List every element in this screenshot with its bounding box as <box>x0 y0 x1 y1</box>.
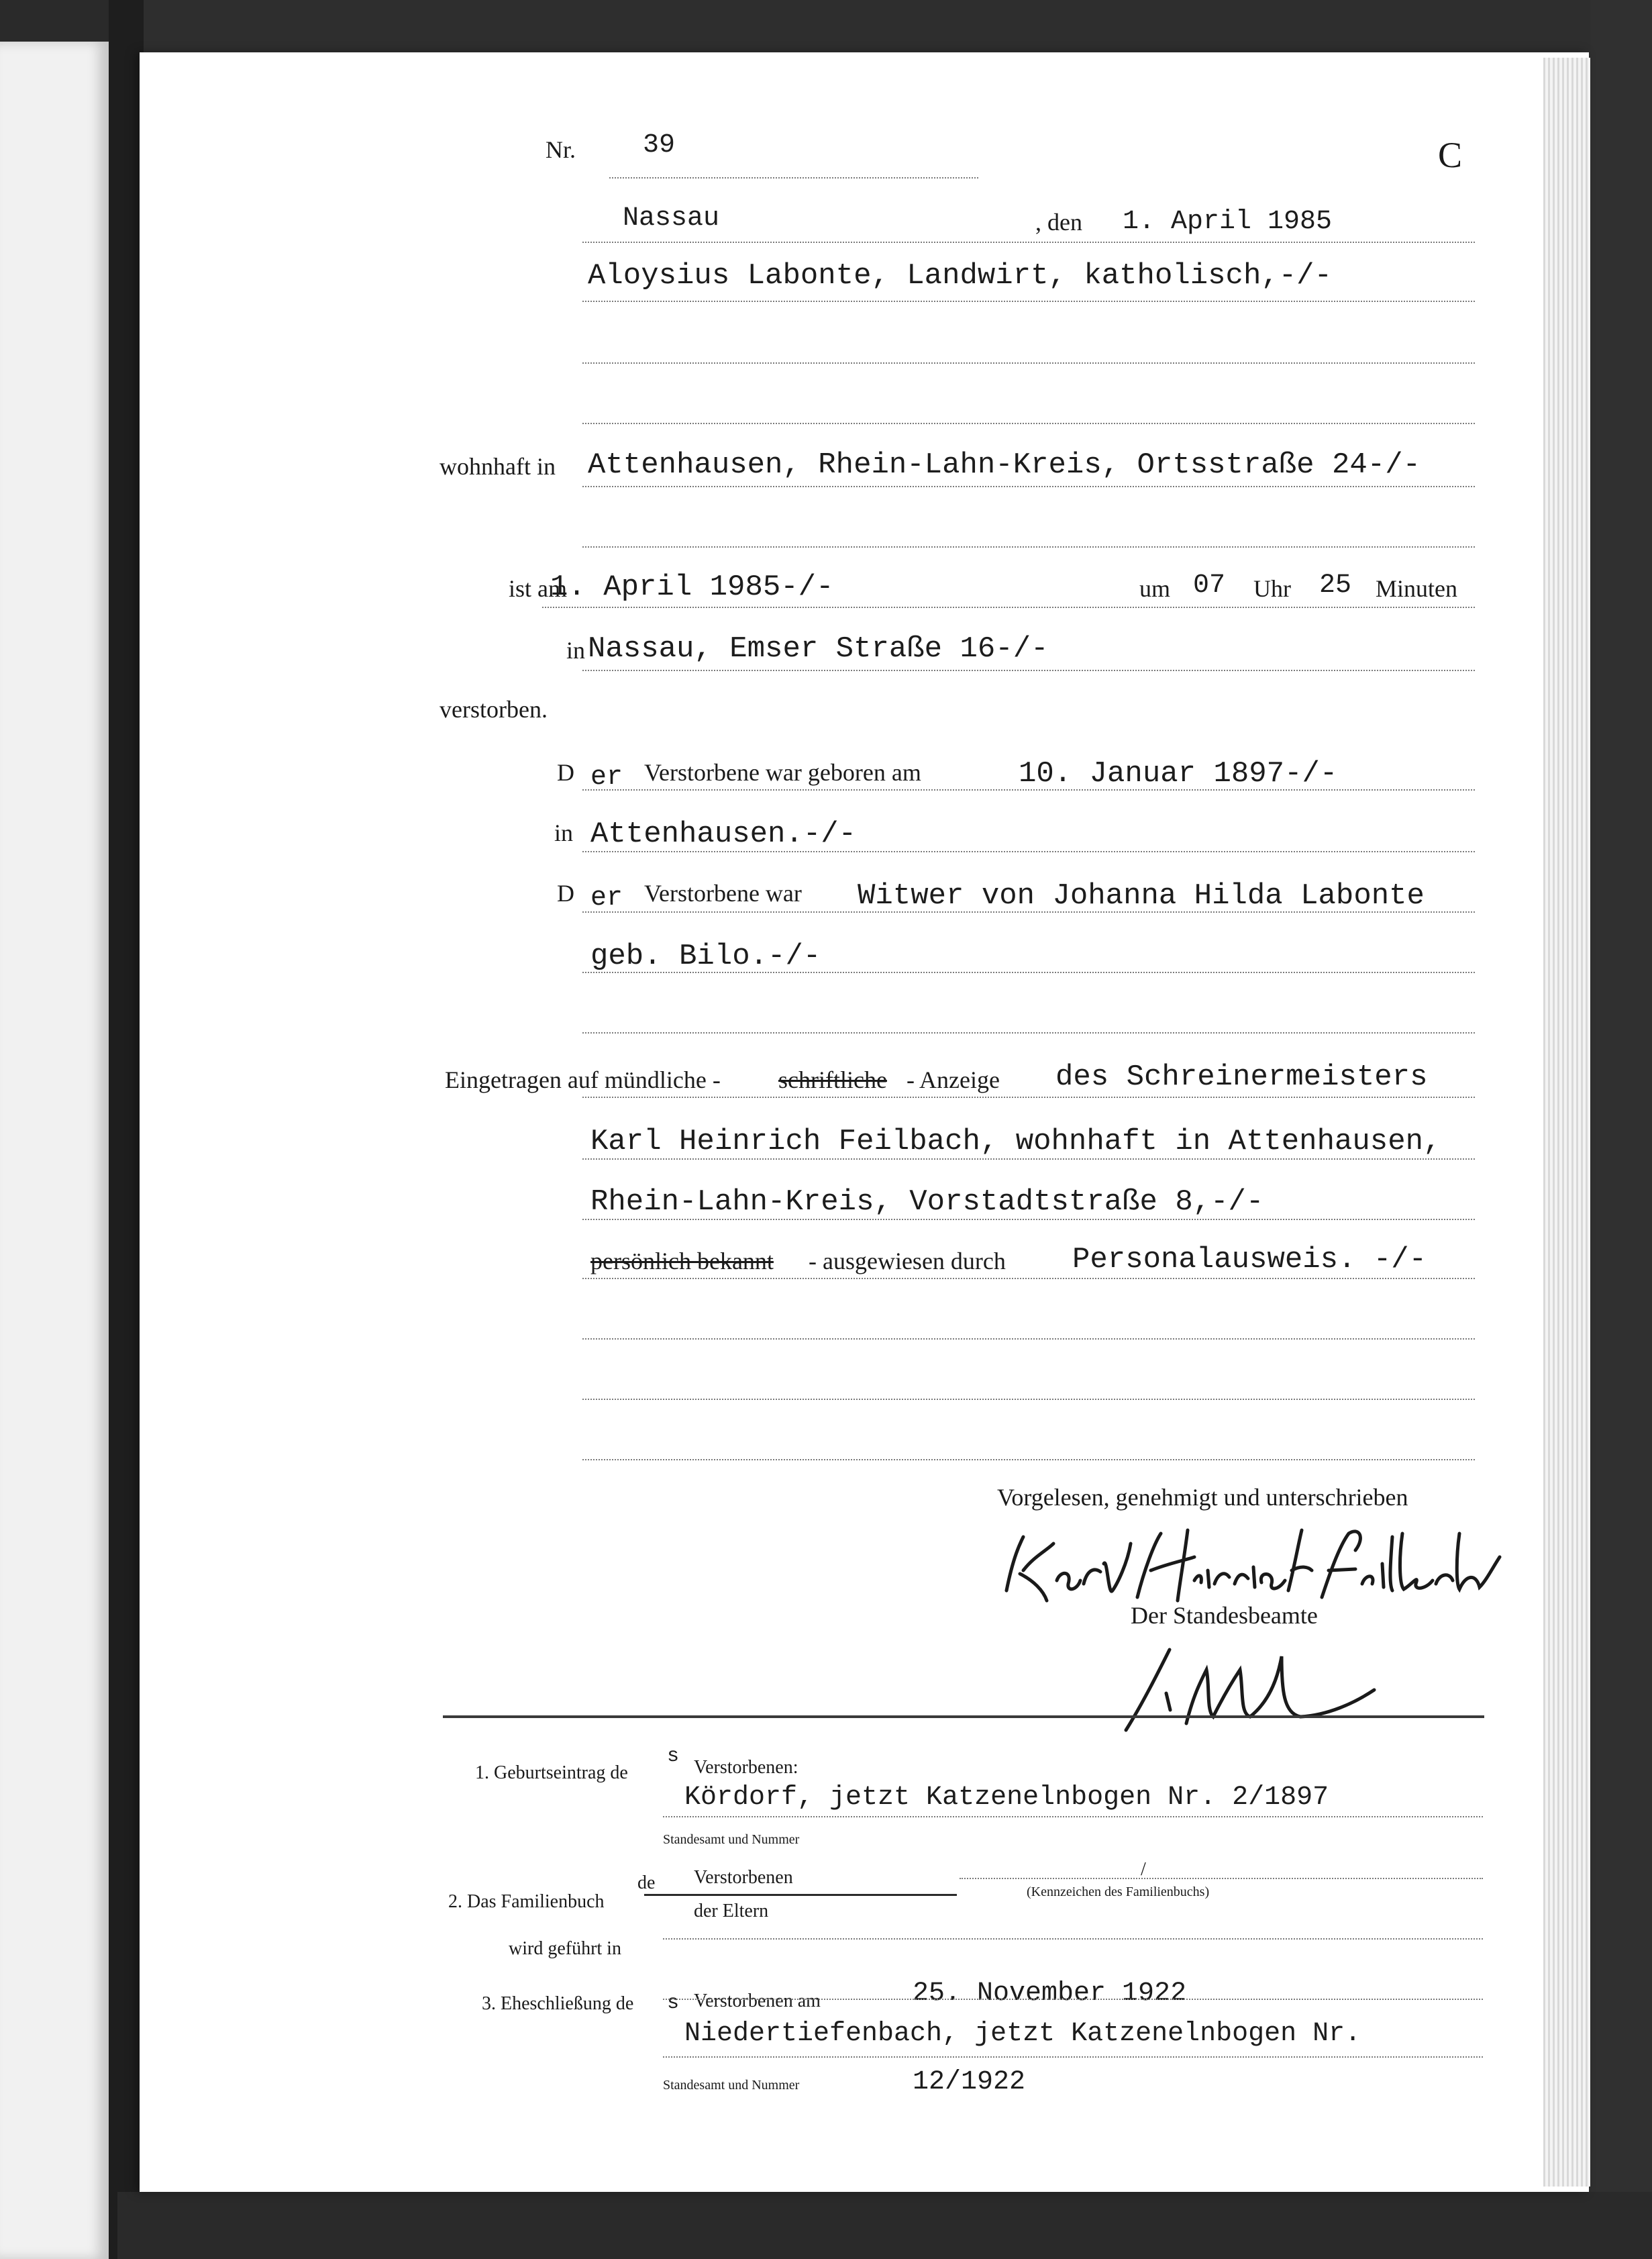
verstorben-label: verstorben. <box>440 696 548 723</box>
rule <box>582 1158 1475 1160</box>
birth-place-label: in <box>554 819 574 846</box>
rule <box>582 1459 1475 1460</box>
register-page <box>140 52 1589 2192</box>
series-letter: C <box>1438 135 1463 175</box>
item3-place: Niedertiefenbach, jetzt Katzenelnbogen Nr. <box>684 2019 1361 2049</box>
rule <box>582 911 1475 913</box>
item2-option-eltern: der Eltern <box>694 1901 769 1921</box>
item3-number: 12/1922 <box>913 2067 1026 2097</box>
item2-slash: / <box>1141 1859 1146 1880</box>
informant-line3: Rhein-Lahn-Kreis, Vorstadtstraße 8,-/- <box>590 1185 1264 1219</box>
rule <box>582 1219 1475 1220</box>
entry-number: 39 <box>643 130 676 160</box>
registry-date: 1. April 1985 <box>1123 207 1333 237</box>
death-place-label: in <box>566 637 586 664</box>
book-background-right <box>1590 0 1652 2259</box>
death-date-value: 1. April 1985-/- <box>550 570 834 604</box>
anzeige-label: - Anzeige <box>907 1066 1000 1093</box>
birth-label: Verstorbene war geboren am <box>644 759 921 786</box>
death-date-label: ist am <box>509 575 567 602</box>
item2-option-verstorbenen: Verstorbenen <box>694 1867 793 1888</box>
rule <box>609 177 978 179</box>
rule <box>582 1032 1475 1034</box>
bracket-line <box>644 1894 957 1896</box>
informant-line2: Karl Heinrich Feilbach, wohnhaft in Attenhausen, <box>590 1125 1441 1158</box>
read-approved-label: Vorgelesen, genehmigt und unterschrieben <box>997 1484 1408 1511</box>
rule <box>582 301 1475 302</box>
death-place-value: Nassau, Emser Straße 16-/- <box>588 632 1049 666</box>
rule <box>960 1878 1483 1879</box>
identified-label: - ausgewiesen durch <box>809 1248 1006 1274</box>
status-label: Verstorbene war <box>644 880 802 907</box>
status-suffix: er <box>590 883 623 913</box>
item3-s: s <box>667 1992 680 2015</box>
registrar-label: Der Standesbeamte <box>1131 1602 1318 1629</box>
nr-label: Nr. <box>546 136 576 163</box>
status-line2: geb. Bilo.-/- <box>590 940 821 973</box>
item1-label: 1. Geburtseintrag de <box>475 1762 628 1783</box>
section-divider <box>443 1715 1484 1718</box>
birth-prefix: D <box>557 759 574 786</box>
book-spine <box>109 0 144 2259</box>
informant-line1: des Schreinermeisters <box>1055 1060 1428 1094</box>
rule <box>582 972 1475 973</box>
time-minutes: 25 <box>1319 570 1352 601</box>
struck-personally-known: persönlich bekannt <box>590 1248 774 1274</box>
registry-place: Nassau <box>623 203 720 234</box>
entered-label: Eingetragen auf mündliche - <box>445 1066 721 1093</box>
deceased-name-line: Aloysius Labonte, Landwirt, katholisch,-/- <box>588 259 1332 293</box>
rule <box>663 1938 1483 1940</box>
rule <box>663 2056 1483 2058</box>
item2-caption: (Kennzeichen des Familienbuchs) <box>1027 1885 1210 1899</box>
rule <box>582 242 1475 243</box>
item1-s: s <box>667 1745 680 1768</box>
rule <box>582 423 1475 424</box>
struck-schriftliche: schriftliche <box>778 1066 887 1093</box>
time-um: um <box>1139 575 1171 602</box>
residence-value: Attenhausen, Rhein-Lahn-Kreis, Ortsstraße 24-/- <box>588 448 1421 482</box>
rule <box>582 789 1475 791</box>
page-stack-edges <box>1543 58 1590 2187</box>
item3-label: 3. Eheschließung de <box>482 1993 634 2014</box>
birth-suffix: er <box>590 762 623 793</box>
item3-suffix: Verstorbenen am <box>694 1991 821 2011</box>
id-document: Personalausweis. -/- <box>1072 1243 1427 1276</box>
item1-suffix: Verstorbenen: <box>694 1757 798 1778</box>
rule <box>582 851 1475 852</box>
rule <box>582 362 1475 364</box>
rule <box>582 1097 1475 1098</box>
item1-value: Kördorf, jetzt Katzenelnbogen Nr. 2/1897 <box>684 1783 1329 1813</box>
residence-label: wohnhaft in <box>440 453 556 480</box>
item1-caption: Standesamt und Nummer <box>663 1832 800 1847</box>
item2-de: de <box>637 1872 656 1893</box>
book-background-bottom <box>117 2192 1652 2259</box>
status-line1: Witwer von Johanna Hilda Labonte <box>858 879 1425 913</box>
date-label: , den <box>1035 209 1082 236</box>
rule <box>582 1399 1475 1400</box>
item2-label: 2. Das Familienbuch <box>448 1891 605 1912</box>
item3-date: 25. November 1922 <box>913 1978 1187 2009</box>
time-hour: 07 <box>1193 570 1226 601</box>
time-minuten: Minuten <box>1376 575 1457 602</box>
registrar-signature <box>1106 1629 1401 1737</box>
rule <box>582 546 1475 548</box>
birth-date: 10. Januar 1897-/- <box>1019 757 1338 791</box>
item2-label2: wird geführt in <box>509 1938 621 1959</box>
rule <box>663 1816 1483 1817</box>
rule <box>582 486 1475 487</box>
rule <box>542 607 1475 608</box>
rule <box>582 1338 1475 1340</box>
time-uhr: Uhr <box>1253 575 1291 602</box>
left-page-edge <box>0 42 109 2259</box>
status-prefix: D <box>557 880 574 907</box>
rule <box>663 1999 1483 2000</box>
birth-place: Attenhausen.-/- <box>590 817 857 851</box>
rule <box>582 670 1475 671</box>
rule <box>582 1278 1475 1279</box>
item3-caption: Standesamt und Nummer <box>663 2078 800 2093</box>
